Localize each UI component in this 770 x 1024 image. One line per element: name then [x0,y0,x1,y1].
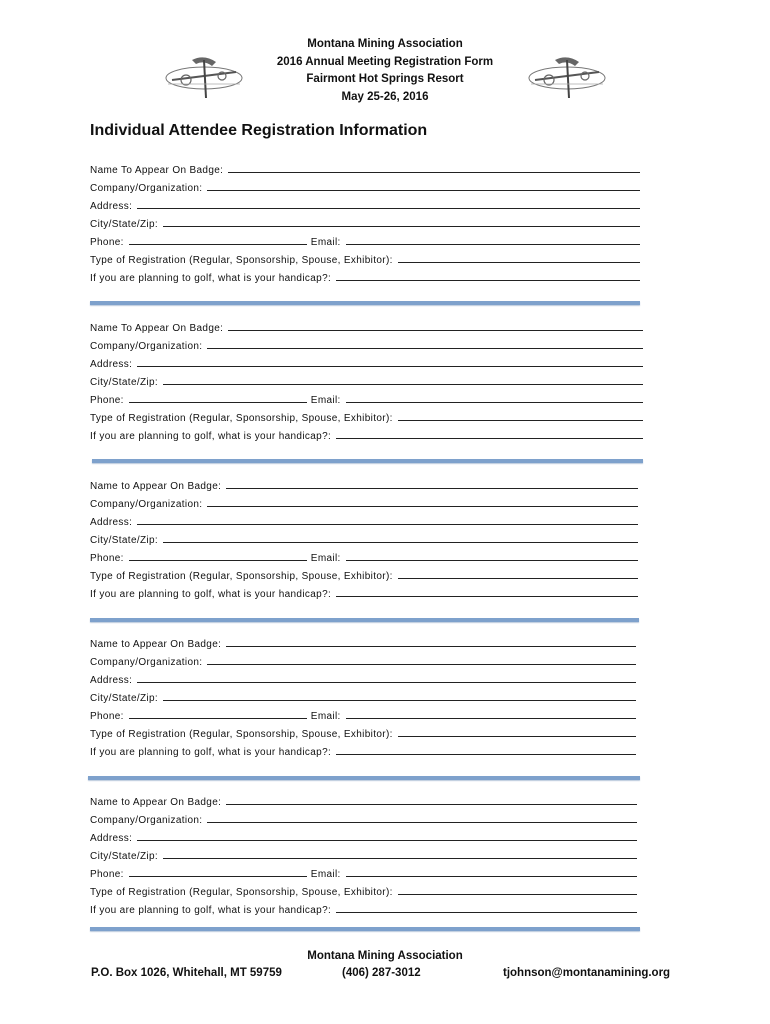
footer-email[interactable]: tjohnson@montanamining.org [503,967,671,979]
golf-handicap-line[interactable] [336,596,638,597]
company-label: Company/Organization: [90,657,203,668]
phone-email-field[interactable] [90,392,643,406]
company-line[interactable] [207,506,638,507]
golf-handicap-label: If you are planning to golf, what is your handicap?: [90,589,332,600]
registration-type-label: Type of Registration (Regular, Sponsorship, Spouse, Exhibitor): [90,413,393,424]
email-line[interactable] [346,244,640,245]
city-state-zip-line[interactable] [163,858,637,859]
city-state-zip-line[interactable] [163,700,636,701]
address-line[interactable] [137,682,636,683]
company-line[interactable] [207,822,637,823]
badge-name-label: Name To Appear On Badge: [90,323,224,334]
email-line[interactable] [346,402,643,403]
city-state-zip-field[interactable] [90,848,637,862]
golf-handicap-line[interactable] [336,912,637,913]
company-line[interactable] [207,348,643,349]
header-dates: May 25-26, 2016 [341,90,429,103]
city-state-zip-label: City/State/Zip: [90,535,159,546]
badge-name-field[interactable] [90,320,643,334]
badge-name-label: Name to Appear On Badge: [90,481,222,492]
phone-label: Phone: [90,711,124,722]
registration-type-field[interactable] [90,884,637,898]
form-header [0,36,770,106]
phone-email-field[interactable] [90,234,640,248]
golf-handicap-label: If you are planning to golf, what is your handicap?: [90,431,332,442]
badge-name-line[interactable] [226,488,638,489]
email-line[interactable] [346,718,636,719]
company-field[interactable] [90,654,636,668]
section-divider [88,776,640,780]
address-line[interactable] [137,208,640,209]
phone-email-field[interactable] [90,550,638,564]
email-label: Email: [310,395,341,406]
golf-handicap-field[interactable] [90,428,643,442]
address-label: Address: [90,833,133,844]
golf-handicap-label: If you are planning to golf, what is your handicap?: [90,747,332,758]
phone-line[interactable] [129,402,307,403]
badge-name-line[interactable] [226,646,636,647]
badge-name-field[interactable] [90,478,638,492]
company-label: Company/Organization: [90,815,203,826]
footer-org: Montana Mining Association [307,950,463,962]
company-line[interactable] [207,190,640,191]
city-state-zip-field[interactable] [90,690,636,704]
badge-name-line[interactable] [228,330,643,331]
city-state-zip-label: City/State/Zip: [90,219,159,230]
section-divider [90,927,640,931]
phone-label: Phone: [90,869,124,880]
address-field[interactable] [90,830,637,844]
registration-type-line[interactable] [398,420,643,421]
registration-type-line[interactable] [398,578,638,579]
golf-handicap-field[interactable] [90,902,637,916]
registration-type-label: Type of Registration (Regular, Sponsorship, Spouse, Exhibitor): [90,729,393,740]
phone-label: Phone: [90,237,124,248]
city-state-zip-label: City/State/Zip: [90,851,159,862]
registration-type-line[interactable] [398,894,637,895]
city-state-zip-field[interactable] [90,216,640,230]
section-divider [90,618,639,622]
phone-line[interactable] [129,876,307,877]
registration-type-line[interactable] [398,262,640,263]
city-state-zip-field[interactable] [90,532,638,546]
header-org: Montana Mining Association [307,38,463,50]
city-state-zip-line[interactable] [163,226,640,227]
city-state-zip-label: City/State/Zip: [90,377,159,388]
phone-line[interactable] [129,560,307,561]
address-label: Address: [90,517,133,528]
city-state-zip-field[interactable] [90,374,643,388]
badge-name-field[interactable] [90,162,640,176]
company-label: Company/Organization: [90,499,203,510]
city-state-zip-line[interactable] [163,384,643,385]
address-line[interactable] [137,366,643,367]
company-field[interactable] [90,180,640,194]
section-title: Individual Attendee Registration Information [90,122,428,139]
registration-type-field[interactable] [90,252,640,266]
registration-type-field[interactable] [90,726,636,740]
email-label: Email: [310,237,341,248]
registration-type-label: Type of Registration (Regular, Sponsorship, Spouse, Exhibitor): [90,255,393,266]
city-state-zip-line[interactable] [163,542,638,543]
badge-name-line[interactable] [228,172,640,173]
address-line[interactable] [137,524,638,525]
company-field[interactable] [90,812,637,826]
registration-type-label: Type of Registration (Regular, Sponsorship, Spouse, Exhibitor): [90,571,393,582]
city-state-zip-label: City/State/Zip: [90,693,159,704]
footer-address: P.O. Box 1026, Whitehall, MT 59759 [91,967,282,979]
address-label: Address: [90,675,133,686]
address-field[interactable] [90,514,638,528]
golf-handicap-field[interactable] [90,586,638,600]
address-field[interactable] [90,356,643,370]
registration-type-label: Type of Registration (Regular, Sponsorship, Spouse, Exhibitor): [90,887,393,898]
company-line[interactable] [207,664,636,665]
address-field[interactable] [90,672,636,686]
golf-handicap-label: If you are planning to golf, what is your handicap?: [90,273,332,284]
email-label: Email: [310,553,341,564]
badge-name-label: Name to Appear On Badge: [90,797,222,808]
badge-name-label: Name To Appear On Badge: [90,165,224,176]
badge-name-label: Name to Appear On Badge: [90,639,222,650]
golf-handicap-field[interactable] [90,744,636,758]
golf-handicap-label: If you are planning to golf, what is your handicap?: [90,905,332,916]
company-label: Company/Organization: [90,183,203,194]
registration-type-field[interactable] [90,568,638,582]
header-form-title: 2016 Annual Meeting Registration Form [276,55,494,68]
header-venue: Fairmont Hot Springs Resort [306,73,464,85]
section-divider [92,459,643,463]
registration-type-line[interactable] [398,736,636,737]
address-line[interactable] [137,840,637,841]
phone-line[interactable] [129,718,307,719]
email-label: Email: [310,711,341,722]
badge-name-line[interactable] [226,804,637,805]
email-label: Email: [310,869,341,880]
footer-phone: (406) 287-3012 [342,967,421,979]
registration-type-field[interactable] [90,410,643,424]
golf-handicap-field[interactable] [90,270,640,284]
golf-handicap-line[interactable] [336,280,640,281]
golf-handicap-line[interactable] [336,438,643,439]
address-label: Address: [90,359,133,370]
section-divider [90,301,640,305]
phone-label: Phone: [90,395,124,406]
email-line[interactable] [346,560,638,561]
company-field[interactable] [90,496,638,510]
phone-email-field[interactable] [90,866,637,880]
address-field[interactable] [90,198,640,212]
badge-name-field[interactable] [90,794,637,808]
phone-line[interactable] [129,244,307,245]
company-field[interactable] [90,338,643,352]
badge-name-field[interactable] [90,636,636,650]
address-label: Address: [90,201,133,212]
company-label: Company/Organization: [90,341,203,352]
email-line[interactable] [346,876,637,877]
phone-label: Phone: [90,553,124,564]
phone-email-field[interactable] [90,708,636,722]
golf-handicap-line[interactable] [336,754,636,755]
